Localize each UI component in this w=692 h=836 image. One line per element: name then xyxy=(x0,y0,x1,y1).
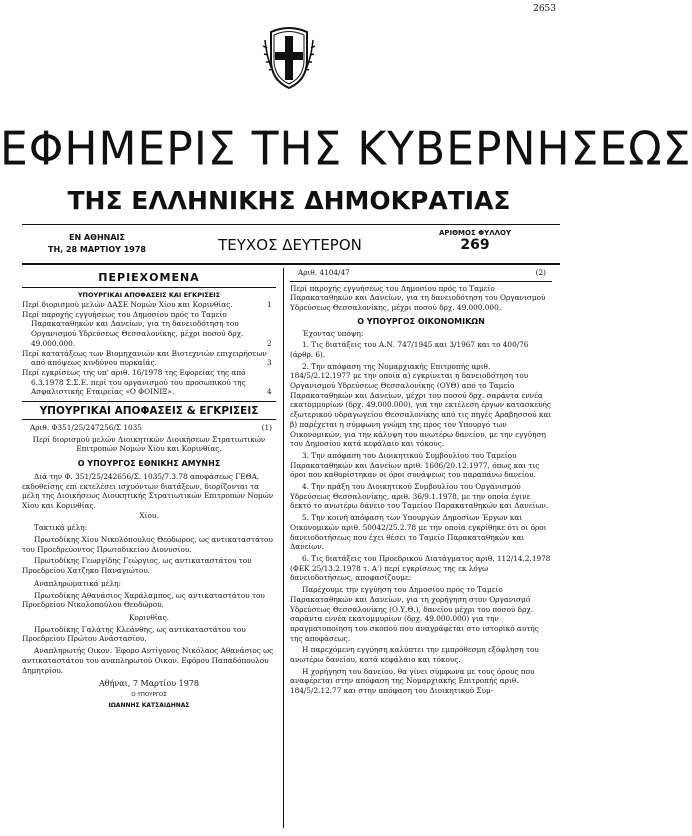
issue-place-date xyxy=(22,232,172,256)
alternate-item: Πρωτοδίκης Αθανάσιος Χαράλαμπος, ως αντικαταστάτου του Προεδρείου Νικολοπούλου Θεοδώρου. xyxy=(22,590,265,610)
decision-subject: Περί παροχής εγγυήσεως του Δημοσίου πρός το Ταμείο Παρακαταθηκών και Δανείων, για τη δανειοδότηση του Οργανισμού Υδρεύσεως Θεσσαλονίκης, μέχρι ποσού δρχ. 49.000.000. xyxy=(290,283,546,313)
body-paragraph: Παρέχουμε την εγγύηση του Δημοσίου πρός το Ταμείο Παρακαταθηκών και Δανείων, για τη χορήγηση στον Οργανισμό Υδρεύσεως Θεσσαλονίκης (Ο.Υ.Θ.), δανείου μέχρι του ποσού δρχ. σαράντα εννέα εκατομμυρίων (δρχ. 49.000.000) για την πραγματοποίηση του σκοπού που αναγράφεται στο ιστορικό αυτής της αποφάσεως. xyxy=(290,585,539,643)
decision-ref: Αριθ. 4104/47 xyxy=(298,268,350,277)
decision-num: (2) xyxy=(535,268,546,277)
body-paragraph: 1. Τις διατάξεις του Α.Ν. 747/1945 και 3/1967 και το 400/76 (άρθρ. 6). xyxy=(290,340,529,359)
right-column xyxy=(290,268,552,696)
sheet-label: ΑΡΙΘΜΟΣ ΦΥΛΛΟΥ xyxy=(438,229,512,237)
signatory-role: Ο ΥΠΟΥΡΓΟΣ xyxy=(131,691,167,698)
body-paragraph: Η παρεχόμενη εγγύηση καλύπτει την εμπρόθεσμη εξόφληση του ανωτέρω δανείου, κατά κεφάλαιο και τόκους. xyxy=(290,645,539,665)
alternates-heading: Αναπληρωματικά μέλη: xyxy=(34,578,122,588)
body-paragraph: 4. Την πράξη του Διοικητικού Συμβουλίου του Οργανισμού Υδρεύσεως Θεσσαλονίκης, αριθ. 36/9.1.1978, με την οποία έγινε δεκτό το ανωτέρω δάνειο του Ταμείου Παρακαταθηκών και Δανείων. xyxy=(290,482,549,511)
body-paragraph: 5. Την κοινή απόφαση των Υπουργών Δημοσίων Έργων και Οικονομικών αριθ. 50042/25.2.78 με την οποία εγκρίθηκε ότι οι όροι δανειοδοτήσεως που έχει θέσει το Ταμείο Παρακαταθηκών και Δανείων. xyxy=(290,513,547,552)
corinth-heading: Κορινθίας. xyxy=(128,612,170,622)
section-title: ΥΠΟΥΡΓΙΚΑΙ ΑΠΟΦΑΣΕΙΣ & ΕΓΚΡΙΣΕΙΣ xyxy=(39,405,259,418)
sheet-number: 269 xyxy=(460,237,490,253)
member-item: Πρωτοδίκης Γεωργίδης Γεώργιος, ως αντικαταστάτου του Προεδρείου Χατζηκο Παναγιώτου. xyxy=(22,556,252,576)
body-paragraph: Χίου. xyxy=(139,510,159,520)
issue-date: ΤΗ, 28 ΜΑΡΤΙΟΥ 1978 xyxy=(48,245,146,254)
masthead-title: ΕΦΗΜΕΡΙΣ ΤΗΣ ΚΥΒΕΡΝΗΣΕΩΣ xyxy=(0,122,692,177)
body-paragraph: Η χορήγηση του δανείου, θα γίνει σύμφωνα με τους όρους που αναφέρεται στην απόφαση της Νομαρχιακής Επιτροπής αριθ. 184/5/2.12.77 και στην απόφαση του Διοικητικού Συμ- xyxy=(290,666,535,696)
issue-series: ΤΕΥΧΟΣ ΔΕΥΤΕΡΟΝ xyxy=(218,236,362,254)
header-rule xyxy=(22,263,560,265)
decision-num: (1) xyxy=(261,423,272,433)
members-heading: Τακτικά μέλη: xyxy=(34,523,88,533)
minister-title: Ο ΥΠΟΥΡΓΟΣ ΟΙΚΟΝΟΜΙΚΩΝ xyxy=(357,316,485,326)
place-date: Αθήναι, 7 Μαρτίου 1978 xyxy=(99,679,199,689)
toc-item: Περί διορισμού μελών ΔΑΣΕ Νομών Χίου και Κορινθίας. 1 xyxy=(22,300,272,309)
contents-heading: ΥΠΟΥΡΓΙΚΑΙ ΑΠΟΦΑΣΕΙΣ ΚΑΙ ΕΓΚΡΙΣΕΙΣ xyxy=(77,291,221,299)
masthead-subtitle: ΤΗΣ ΕΛΛΗΝΙΚΗΣ ΔΗΜΟΚΡΑΤΙΑΣ xyxy=(67,186,511,215)
column-divider xyxy=(283,268,284,828)
minister-title: Ο ΥΠΟΥΡΓΟΣ ΕΘΝΙΚΗΣ ΑΜΥΝΗΣ xyxy=(77,459,221,469)
toc-item: Περί παροχής εγγυήσεως του Δημοσίου πρός το Ταμείο Παρακαταθηκών και Δανείων, για τη δανειοδότηση του Οργανισμού Υδρεύσεως Θεσσαλονίκης, μέχρι ποσού δρχ. 49.000.000. 2 xyxy=(22,309,272,348)
signatory-name: ΙΩΑΝΝΗΣ ΚΑΤΣΑΙΔΗΝΑΣ xyxy=(108,701,190,709)
member-item: Πρωτοδίκης Χίου Νικολόπουλος Θεόδωρος, ως αντικαταστάτου του Προεδρεύοντος Πρωτοδικείου Διονυσίου. xyxy=(22,535,273,554)
body-paragraph: Διά την Φ. 351/25/242656/Σ. 1035/7.3.78 αποφάσεως ΓΕΘΑ, εκδοθείσης επί εκτελέσει ισχυόντων διατάξεων, διορίζονται τα μέλη της Διοικήσεως Διοικητικής Στρατιωτικών Επιτροπών Νομών Χίου και Κορινθίας. xyxy=(22,471,274,510)
coat-of-arms-icon xyxy=(263,22,315,92)
sheet-info xyxy=(400,229,550,253)
considering: Έχοντας υπόψη: xyxy=(302,328,364,338)
toc-item: Περί κατατάξεως των Βιομηχανιών και Βιοτεχνιών επιχειρήσεων από απόψεως κινδύνου πυρκαϊάς. 3 xyxy=(22,348,272,368)
issue-place: ΕΝ ΑΘΗΝΑΙΣ xyxy=(69,233,125,242)
page-number: 2653 xyxy=(533,4,556,14)
top-rule xyxy=(22,224,560,225)
corinth-item: Αναπληρωτής Οικον. Έφορο Αντίγονος Νικόλαος Αθανάσιος ως αντικαταστάτου του αναπληρωτού Οικον. Εφόρου Παπαδόπουλου Δημητρίου. xyxy=(22,646,274,675)
body-paragraph: 2. Την απόφαση της Νομαρχιακής Επιτροπής αριθ. 184/5/2.12.1977 με την οποία α) εγκρίνεται η δανειοδότηση του Οργανισμού Υδρεύσεως Θεσσαλονίκης (ΟΥΘ) από το Ταμείο Παρακαταθηκών και Δανείων, μέχρι του ποσού δρχ. σαράντα εννέα εκατομμυρίων (δρχ. 49.000.000), για την εκτέλεση έργων κατασκευής εξωτερικού υδραγωγείου Θεσσαλονίκης από τις πηγές Αραβησσού και β) παρέχεται η σύμφωνη γνώμη της προς τον Υπουργό των Οικονομικών, για την κάλυψη του ανωτέρω δανείου, με την εγγύηση του Δημοσίου κατά κεφάλαιο και τόκους. xyxy=(290,361,552,449)
left-column xyxy=(22,271,276,710)
decision-subject: Περί διορισμού μελών Διοικητικών Διοικήσεων Στρατιωτικών Επιτροπών Νομών Χίου και Κορινθίας. xyxy=(32,434,266,454)
corinth-item: Πρωτοδίκης Γαλάτης Κλεάνθης, ως αντικαταστάτου του Προεδρείου Πρώτου Ανάστασίου. xyxy=(22,624,246,644)
decision-header xyxy=(290,268,552,278)
contents-title: ΠΕΡΙΕΧΟΜΕΝΑ xyxy=(98,271,200,284)
decision-header xyxy=(22,423,276,433)
body-paragraph: 6. Τις διατάξεις του Προεδρικού Διατάγματος αριθ. 112/14.2.1978 (ΦΕΚ 25/13.2.1978 τ. Α') περί εγκρίσεως της εκ λόγω δανειοδοτήσεως, αποφασίζουμε: xyxy=(290,553,551,583)
decision-ref: Αριθ. Φ351/25/247256/Σ 1035 xyxy=(30,423,142,433)
body-paragraph: 3. Την απόφαση του Διοικητικού Συμβουλίου του Ταμείου Παρακαταθηκών και Δανείων αριθ. 1606/20.12.1977, όπως και τις όροι που καθορίστηκαν οι όροι συνάψεως του παραπάνω δανείου. xyxy=(290,450,540,480)
toc-item: Περί εγκρίσεως της υπ' αριθ. 16/1978 της Εφορείας της από 6.3.1978 Σ.Σ.Ε. περί του οργανισμού του προσωπικού της Ασφαλιστικής Εταιρείας «Ο ΦΟΙΝΙΞ». 4 xyxy=(22,367,272,397)
